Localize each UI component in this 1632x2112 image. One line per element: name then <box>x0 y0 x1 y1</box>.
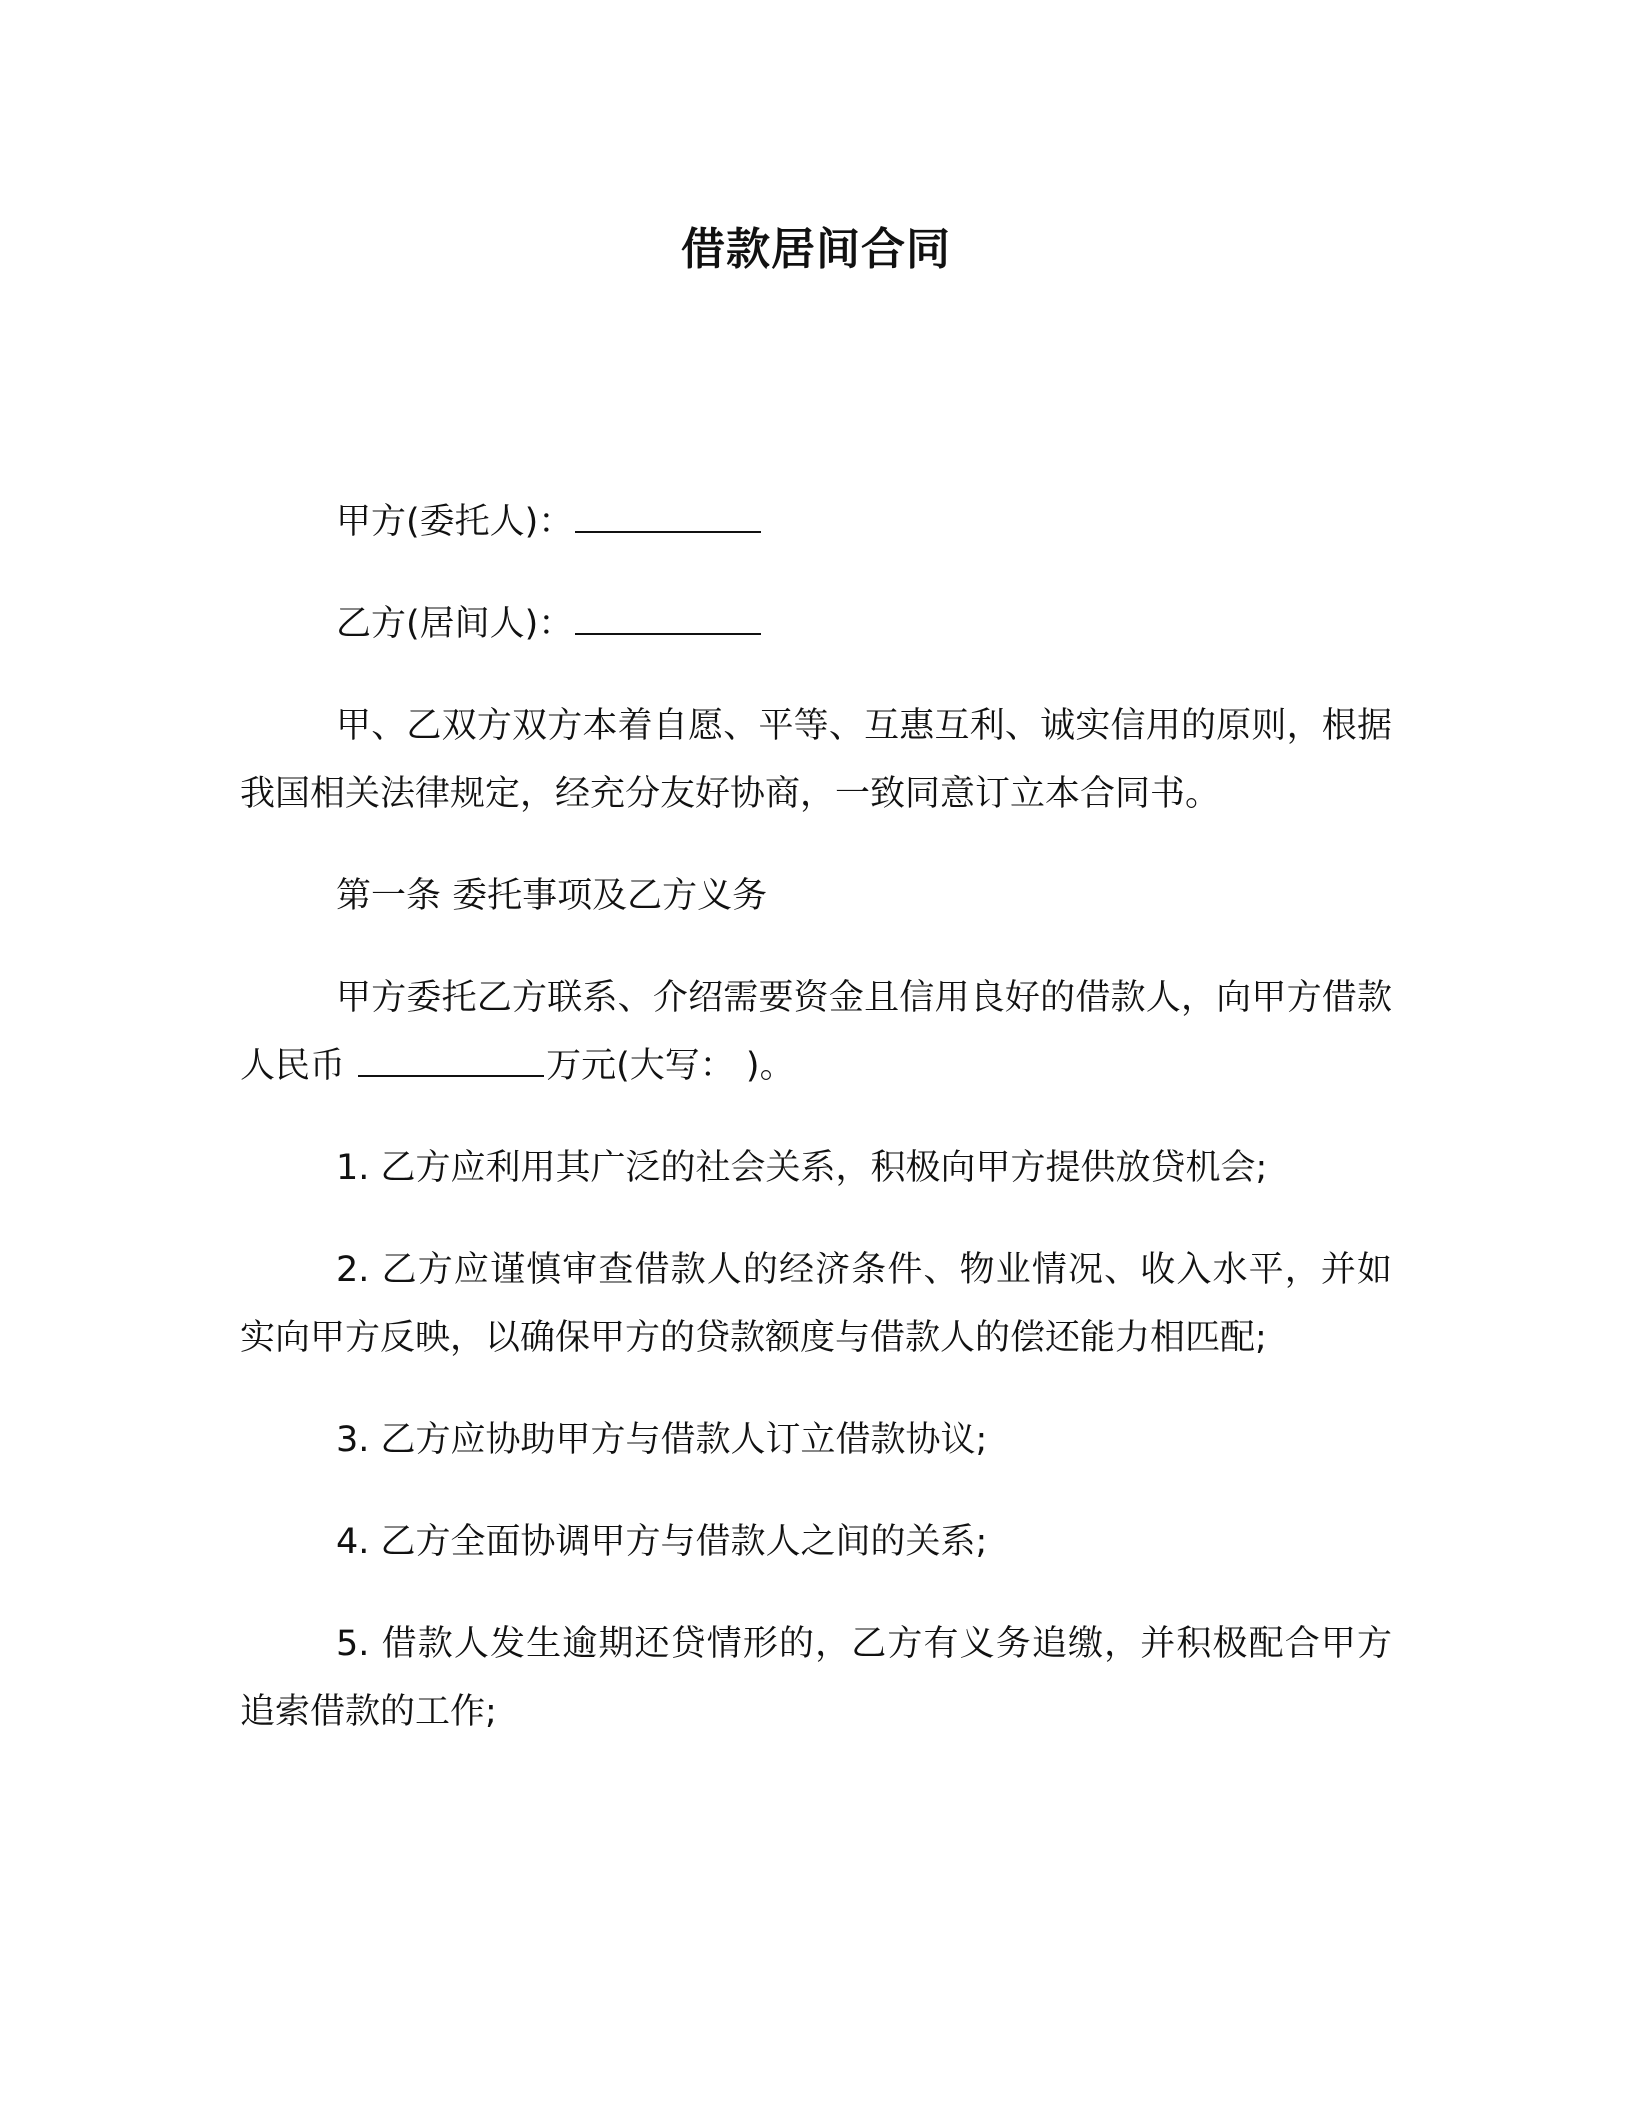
preamble-paragraph: 甲、乙双方双方本着自愿、平等、互惠互利、诚实信用的原则，根据我国相关法律规定，经充分友好协商，一致同意订立本合同书。 <box>240 706 1392 814</box>
article-1-item-1: 1. 乙方应利用其广泛的社会关系，积极向甲方提供放贷机会; <box>336 1148 1268 1188</box>
article-1-item-5: 5. 借款人发生逾期还贷情形的，乙方有义务追缴，并积极配合甲方追索借款的工作; <box>240 1624 1392 1732</box>
article-1-item-4: 4. 乙方全面协调甲方与借款人之间的关系; <box>336 1522 988 1562</box>
article-1-intro-text: 甲方委托乙方联系、介绍需要资金且信用良好的借款人，向甲方借款人民币 <box>240 978 1392 1086</box>
article-1-intro <box>240 964 1392 1100</box>
amount-blank <box>358 1045 544 1077</box>
party-a-label: 甲方(委托人)： <box>336 502 574 542</box>
document-body <box>240 488 1392 1780</box>
article-1-heading: 第一条 委托事项及乙方义务 <box>336 876 768 916</box>
article-1-item-3: 3. 乙方应协助甲方与借款人订立借款协议; <box>336 1420 988 1460</box>
party-b-blank <box>575 603 761 635</box>
party-a-blank <box>575 501 761 533</box>
party-b-label: 乙方(居间人)： <box>336 604 574 644</box>
party-b-line <box>240 590 1392 658</box>
document-title: 借款居间合同 <box>681 224 951 275</box>
article-1-intro-text-end: 万元(大写： )。 <box>546 1046 795 1086</box>
party-a-line <box>240 488 1392 556</box>
article-1-item-2: 2. 乙方应谨慎审查借款人的经济条件、物业情况、收入水平，并如实向甲方反映，以确保甲方的贷款额度与借款人的偿还能力相匹配; <box>240 1250 1392 1358</box>
